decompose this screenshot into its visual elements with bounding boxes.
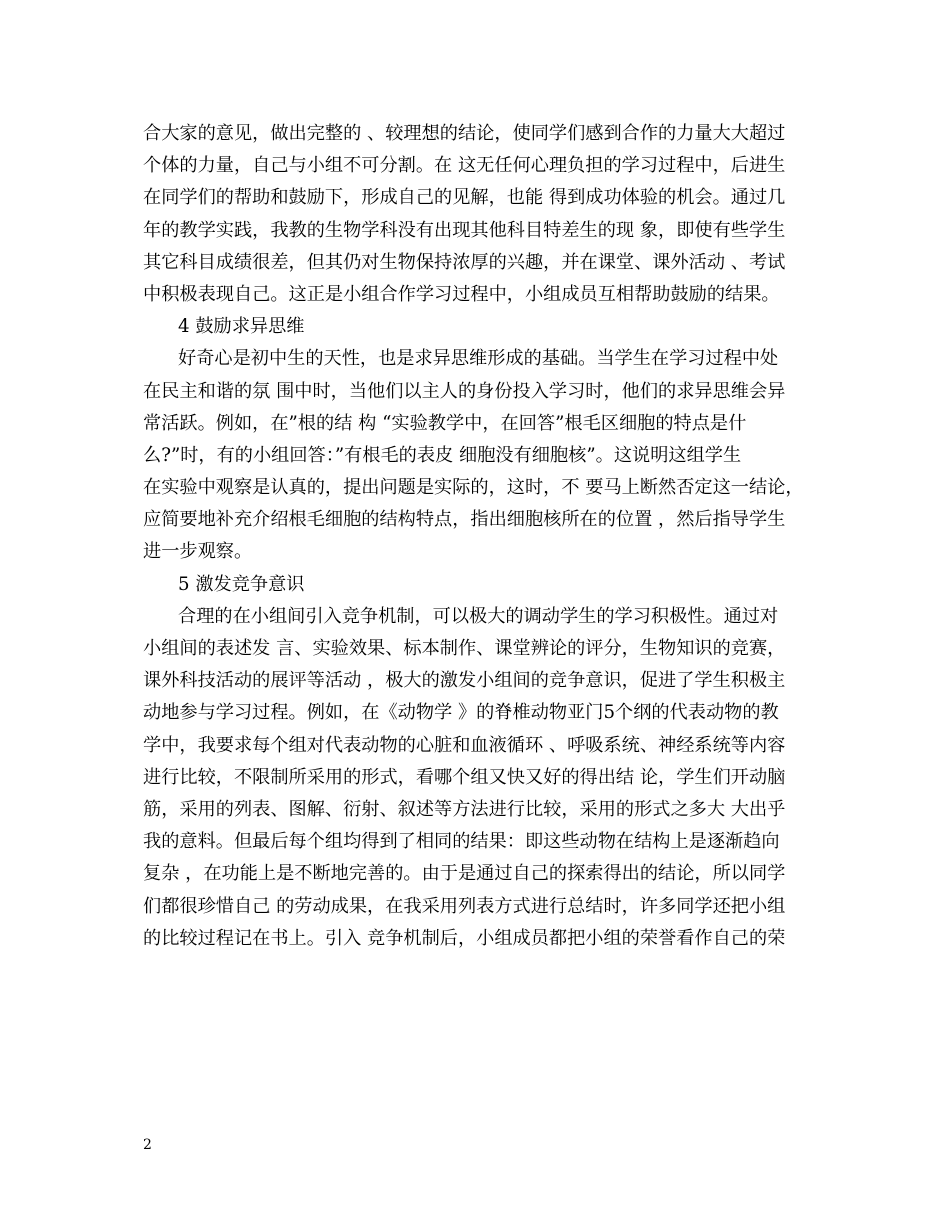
- paragraph-line-indented: 5 激发竞争意识: [178, 573, 305, 595]
- paragraph-line-indented: 4 鼓励求异思维: [178, 316, 305, 338]
- paragraph-line: 进行比较，不限制所采用的形式，看哪个组又快又好的得出结 论，学生们开动脑: [143, 766, 786, 788]
- paragraph-line: 动地参与学习过程。例如，在《动物学 》的脊椎动物亚门5个纲的代表动物的教: [143, 702, 779, 724]
- paragraph-line: 进一步观察。: [143, 541, 253, 563]
- body-text: [143, 118, 807, 955]
- paragraph-line: 常活跃。例如，在”根的结 构 “实验教学中，在回答”根毛区细胞的特点是什: [143, 412, 747, 434]
- paragraph-line: 年的教学实践，我教的生物学科没有出现其他科目特差生的现 象，即使有些学生: [143, 219, 786, 241]
- paragraph-line: 其它科目成绩很差，但其仍对生物保持浓厚的兴趣，并在课堂、课外活动 、考试: [143, 251, 786, 273]
- paragraph-line: 中积极表现自己。这正是小组合作学习过程中，小组成员互相帮助鼓励的结果。: [143, 283, 780, 305]
- paragraph-line-indented: 好奇心是初中生的天性，也是求异思维形成的基础。当学生在学习过程中处: [178, 348, 779, 370]
- paragraph-line: 合大家的意见，做出完整的 、较理想的结论，使同学们感到合作的力量大大超过: [143, 123, 786, 144]
- paragraph-line: 学中，我要求每个组对代表动物的心脏和血液循环 、呼吸系统、神经系统等内容: [143, 734, 786, 756]
- paragraph-line: 个体的力量，自己与小组不可分割。在 这无任何心理负担的学习过程中，后进生: [143, 155, 786, 177]
- paragraph-line-indented: 合理的在小组间引入竞争机制，可以极大的调动学生的学习积极性。通过对: [178, 605, 779, 627]
- paragraph-line: 我的意料。但最后每个组均得到了相同的结果：即这些动物在结构上是逐渐趋向: [143, 831, 780, 853]
- paragraph-line: 课外科技活动的展评等活动 ，极大的激发小组间的竞争意识，促进了学生积极主: [143, 670, 786, 692]
- paragraph-line: 在同学们的帮助和鼓励下，形成自己的见解，也能 得到成功体验的机会。通过几: [143, 187, 786, 209]
- paragraph-line: 在实验中观察是认真的，提出问题是实际的，这时，不 要马上断然否定这一结论，: [143, 477, 804, 499]
- paragraph-line: 应简要地补充介绍根毛细胞的结构特点，指出细胞核所在的位置 ，然后指导学生: [143, 509, 786, 531]
- paragraph-line: 复杂 ，在功能上是不断地完善的。由于是通过自己的探索得出的结论，所以同学: [143, 863, 786, 885]
- page-number: 2: [143, 1137, 152, 1153]
- paragraph-line: 筋，采用的列表、图解、衍射、叙述等方法进行比较，采用的形式之多大 大出乎: [143, 798, 786, 820]
- paragraph-line: 的比较过程记在书上。引入 竞争机制后，小组成员都把小组的荣誉看作自己的荣: [143, 927, 786, 949]
- paragraph-line: 们都很珍惜自己 的劳动成果，在我采用列表方式进行总结时，许多同学还把小组: [143, 895, 786, 917]
- paragraph-line: 小组间的表述发 言、实验效果、标本制作、课堂辨论的评分，生物知识的竞赛，: [143, 638, 786, 659]
- paragraph-line: 么?”时，有的小组回答：”有根毛的表皮 细胞没有细胞核”。这说明这组学生: [143, 444, 742, 466]
- paragraph-line: 在民主和谐的氛 围中时，当他们以主人的身份投入学习时，他们的求异思维会异: [143, 380, 786, 402]
